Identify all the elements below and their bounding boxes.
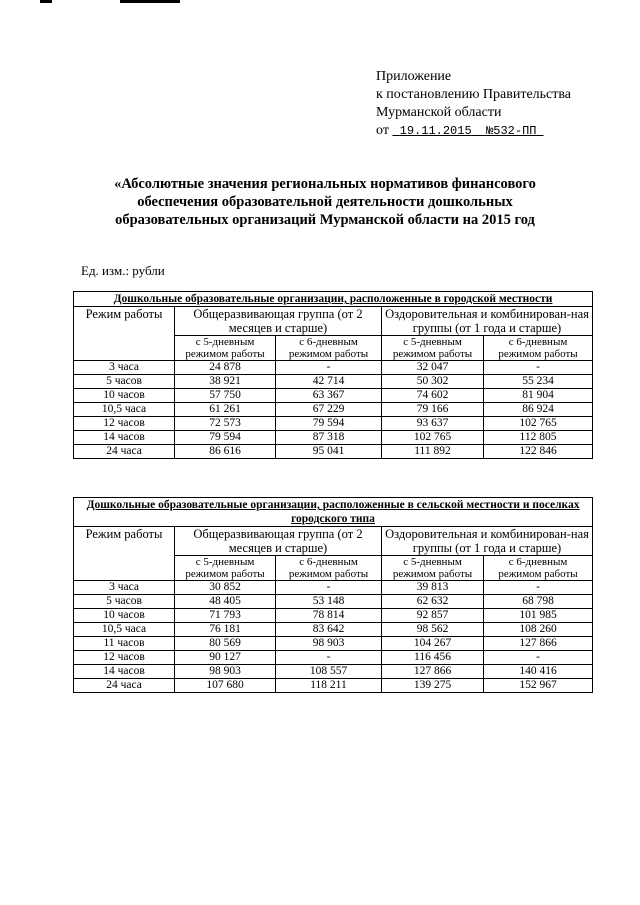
cell-mode: 14 часов [74, 665, 175, 679]
cell-g5: 76 181 [175, 623, 276, 637]
cell-mode: 5 часов [74, 375, 175, 389]
cell-mode: 12 часов [74, 417, 175, 431]
table-header-row [74, 307, 593, 336]
appendix-from-label: от [376, 123, 389, 138]
cell-mode: 24 часа [74, 679, 175, 693]
header-health-5day: с 5-дневным режимом работы [382, 556, 484, 581]
appendix-block [376, 68, 571, 140]
cell-h5: 79 166 [382, 403, 484, 417]
cell-h5: 93 637 [382, 417, 484, 431]
cell-g6: - [276, 581, 382, 595]
cell-h6: 152 967 [484, 679, 593, 693]
cell-g6: 108 557 [276, 665, 382, 679]
cell-h5: 32 047 [382, 361, 484, 375]
cell-mode: 10,5 часа [74, 403, 175, 417]
header-health-6day: с 6-дневным режимом работы [484, 556, 593, 581]
table-row [74, 375, 593, 389]
cell-g6: 95 041 [276, 445, 382, 459]
table-row [74, 595, 593, 609]
cell-h5: 102 765 [382, 431, 484, 445]
cell-g6: - [276, 651, 382, 665]
cell-h5: 92 857 [382, 609, 484, 623]
cell-h5: 98 562 [382, 623, 484, 637]
cell-g6: 67 229 [276, 403, 382, 417]
cell-g6: 53 148 [276, 595, 382, 609]
cell-h6: 68 798 [484, 595, 593, 609]
cell-mode: 11 часов [74, 637, 175, 651]
table-caption: Дошкольные образовательные организации, расположенные в городской местности [74, 292, 593, 307]
table-row [74, 679, 593, 693]
rural-table-body [74, 498, 593, 693]
cell-g6: 42 714 [276, 375, 382, 389]
cell-g5: 38 921 [175, 375, 276, 389]
cell-h5: 127 866 [382, 665, 484, 679]
header-health-5day: с 5-дневным режимом работы [382, 336, 484, 361]
cell-g5: 107 680 [175, 679, 276, 693]
cell-h6: - [484, 651, 593, 665]
cell-mode: 3 часа [74, 581, 175, 595]
cell-g5: 80 569 [175, 637, 276, 651]
header-health-group: Оздоровительная и комбинирован-ная группы (от 1 года и старше) [382, 307, 593, 336]
cell-g5: 79 594 [175, 431, 276, 445]
cell-g5: 24 878 [175, 361, 276, 375]
cell-h6: 81 904 [484, 389, 593, 403]
cell-h5: 39 813 [382, 581, 484, 595]
appendix-line-3: Мурманской области [376, 105, 502, 120]
cell-mode: 14 часов [74, 431, 175, 445]
cell-g5: 86 616 [175, 445, 276, 459]
table-row [74, 361, 593, 375]
cell-g6: 78 814 [276, 609, 382, 623]
document-title: «Абсолютные значения региональных нормативов финансового обеспечения образовательной деятельности дошкольных образовательных организаций Мурманской области на 2015 год [114, 176, 536, 228]
cell-h5: 111 892 [382, 445, 484, 459]
cell-g6: 118 211 [276, 679, 382, 693]
header-general-group: Общеразвивающая группа (от 2 месяцев и старше) [175, 307, 382, 336]
table-row [74, 403, 593, 417]
cell-g5: 72 573 [175, 417, 276, 431]
cell-mode: 10,5 часа [74, 623, 175, 637]
cell-g6: 87 318 [276, 431, 382, 445]
cell-mode: 24 часа [74, 445, 175, 459]
cell-h5: 50 302 [382, 375, 484, 389]
cell-g5: 61 261 [175, 403, 276, 417]
appendix-date: 19.11.2015 [399, 124, 472, 138]
cell-g5: 48 405 [175, 595, 276, 609]
cell-h6: 140 416 [484, 665, 593, 679]
cell-mode: 12 часов [74, 651, 175, 665]
cell-g6: 98 903 [276, 637, 382, 651]
table-caption-row [74, 292, 593, 307]
cell-h5: 62 632 [382, 595, 484, 609]
cell-g5: 57 750 [175, 389, 276, 403]
table-row [74, 581, 593, 595]
table-row [74, 637, 593, 651]
header-general-5day: с 5-дневным режимом работы [175, 556, 276, 581]
table-row [74, 651, 593, 665]
header-health-6day: с 6-дневным режимом работы [484, 336, 593, 361]
cell-h6: 86 924 [484, 403, 593, 417]
table-row [74, 445, 593, 459]
urban-norms-table [73, 291, 593, 459]
appendix-line-1: Приложение [376, 69, 452, 84]
table-row [74, 389, 593, 403]
header-mode: Режим работы [74, 307, 175, 361]
cell-h6: - [484, 361, 593, 375]
table-header-row [74, 527, 593, 556]
cell-mode: 10 часов [74, 389, 175, 403]
table-caption: Дошкольные образовательные организации, расположенные в сельской местности и поселках городского типа [74, 498, 593, 527]
urban-table-body [74, 292, 593, 459]
cell-mode: 10 часов [74, 609, 175, 623]
table-row [74, 417, 593, 431]
cell-g5: 30 852 [175, 581, 276, 595]
table-caption-row [74, 498, 593, 527]
header-general-5day: с 5-дневным режимом работы [175, 336, 276, 361]
cell-g6: 83 642 [276, 623, 382, 637]
cell-mode: 3 часа [74, 361, 175, 375]
appendix-line-2: к постановлению Правительства [376, 87, 572, 102]
header-general-group: Общеразвивающая группа (от 2 месяцев и старше) [175, 527, 382, 556]
cell-g5: 98 903 [175, 665, 276, 679]
cell-h6: 55 234 [484, 375, 593, 389]
header-health-group: Оздоровительная и комбинирован-ная группы (от 1 года и старше) [382, 527, 593, 556]
cell-h6: 122 846 [484, 445, 593, 459]
header-general-6day: с 6-дневным режимом работы [276, 556, 382, 581]
scan-top-mark [40, 0, 190, 5]
header-general-6day: с 6-дневным режимом работы [276, 336, 382, 361]
cell-g6: 79 594 [276, 417, 382, 431]
table-row [74, 609, 593, 623]
cell-g5: 71 793 [175, 609, 276, 623]
cell-h5: 74 602 [382, 389, 484, 403]
cell-h6: 108 260 [484, 623, 593, 637]
table-row [74, 623, 593, 637]
units-label: Ед. изм.: рубли [81, 263, 165, 278]
cell-h6: 127 866 [484, 637, 593, 651]
cell-h6: 102 765 [484, 417, 593, 431]
cell-h6: 112 805 [484, 431, 593, 445]
cell-g6: - [276, 361, 382, 375]
header-mode: Режим работы [74, 527, 175, 581]
cell-g6: 63 367 [276, 389, 382, 403]
cell-g5: 90 127 [175, 651, 276, 665]
cell-h5: 116 456 [382, 651, 484, 665]
rural-norms-table [73, 497, 593, 693]
cell-h5: 104 267 [382, 637, 484, 651]
table-row [74, 665, 593, 679]
cell-h5: 139 275 [382, 679, 484, 693]
appendix-number: №532-ПП [486, 124, 537, 138]
cell-h6: - [484, 581, 593, 595]
table-row [74, 431, 593, 445]
cell-mode: 5 часов [74, 595, 175, 609]
appendix-date-line [376, 122, 571, 140]
cell-h6: 101 985 [484, 609, 593, 623]
